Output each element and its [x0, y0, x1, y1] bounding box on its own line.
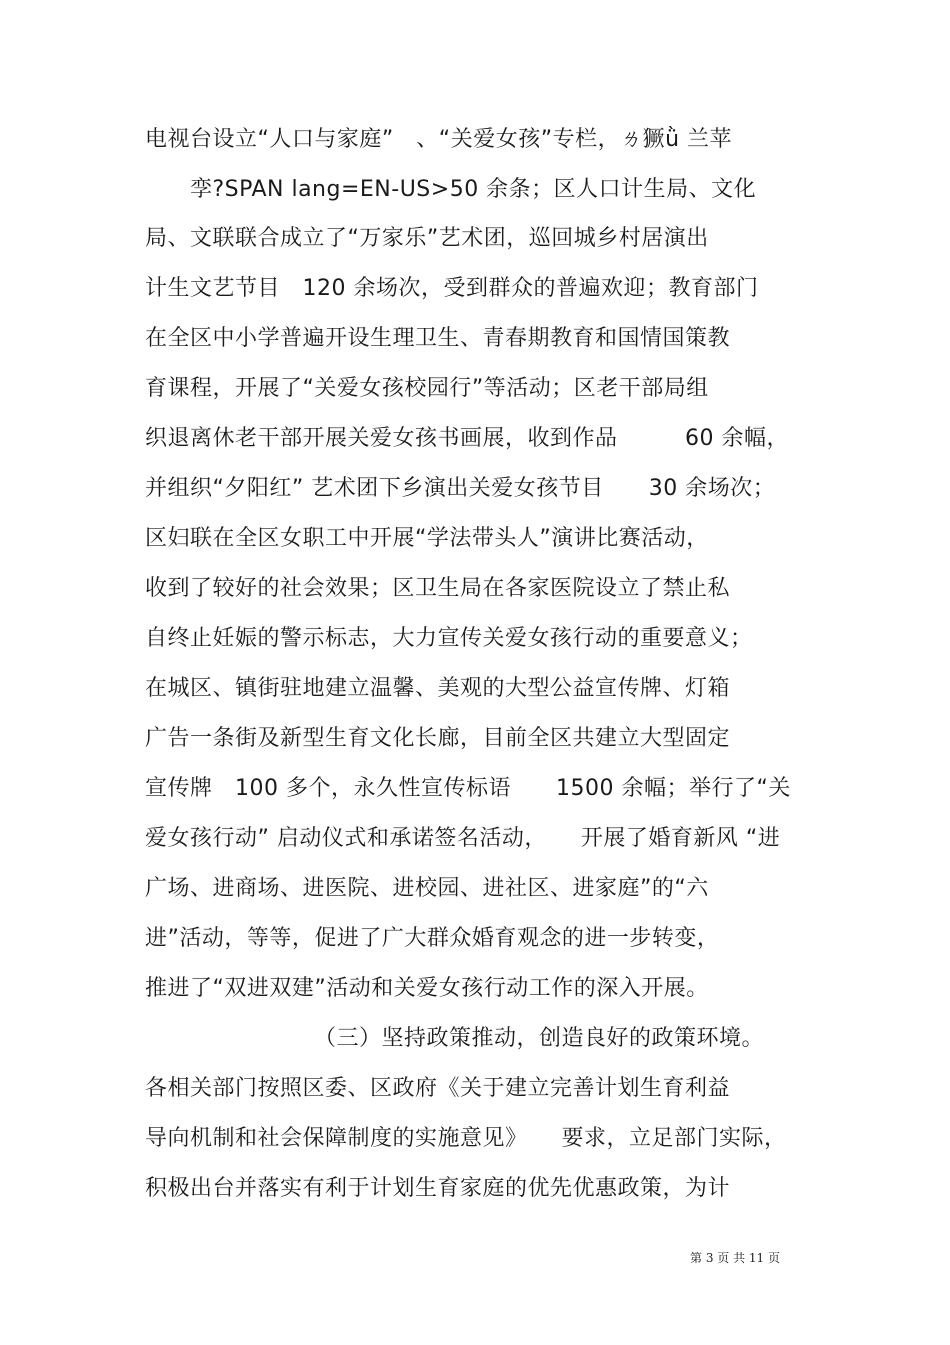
body-text-line: 区妇联在全区女职工中开展“学法带头人”演讲比赛活动， — [145, 526, 709, 551]
body-text-line: 电视台设立“人口与家庭” 、“关爱女孩”专栏，ㄌ獗ǜ 兰苹 — [145, 127, 733, 152]
body-text-line: 爱女孩行动” 启动仪式和承诺签名活动， 开展了婚育新风 “进 — [145, 826, 781, 851]
body-text-line: 宣传牌 100 多个，永久性宣传标语 1500 余幅；举行了“关 — [145, 776, 791, 801]
body-text-line: 在城区、镇街驻地建立温馨、美观的大型公益宣传牌、灯箱 — [145, 676, 731, 701]
body-text-line: 织退离休老干部开展关爱女孩书画展，收到作品 60 余幅， — [145, 426, 789, 451]
body-text-line: 推进了“双进双建”活动和关爱女孩行动工作的深入开展。 — [145, 976, 709, 1001]
page-number-footer: 第 3 页 共 11 页 — [690, 1251, 780, 1265]
body-text-line: 并组织“夕阳红” 艺术团下乡演出关爱女孩节目 30 余场次； — [145, 476, 776, 501]
body-text-line: 导向机制和社会保障制度的实施意见》 要求，立足部门实际， — [145, 1126, 787, 1151]
body-text-line: 局、文联联合成立了“万家乐”艺术团，巡回城乡村居演出 — [145, 226, 709, 251]
body-text-line: 各相关部门按照区委、区政府《关于建立完善计划生育利益 — [145, 1076, 731, 1101]
body-text-line: 进”活动，等等，促进了广大群众婚育观念的进一步转变， — [145, 926, 720, 951]
body-text-line: 计生文艺节目 120 余场次，受到群众的普遍欢迎；教育部门 — [145, 276, 759, 301]
body-text-line: 收到了较好的社会效果；区卫生局在各家医院设立了禁止私 — [145, 576, 731, 601]
body-text-line: 在全区中小学普遍开设生理卫生、青春期教育和国情国策教 — [145, 326, 731, 351]
section-heading: （三）坚持政策推动，创造良好的政策环境。 — [145, 1026, 765, 1051]
body-text-line: 广场、进商场、进医院、进校园、进社区、进家庭”的“六 — [145, 876, 709, 901]
body-text-line: 育课程，开展了“关爱女孩校园行”等活动；区老干部局组 — [145, 376, 709, 401]
body-text-line: 自终止妊娠的警示标志，大力宣传关爱女孩行动的重要意义； — [145, 626, 753, 651]
body-text-line: 积极出台并落实有利于计划生育家庭的优先优惠政策，为计 — [145, 1176, 731, 1201]
body-text-line: 广告一条街及新型生育文化长廊，目前全区共建立大型固定 — [145, 726, 731, 751]
body-text-line: 孪?SPAN lang=EN-US>50 余条；区人口计生局、文化 — [145, 177, 757, 202]
